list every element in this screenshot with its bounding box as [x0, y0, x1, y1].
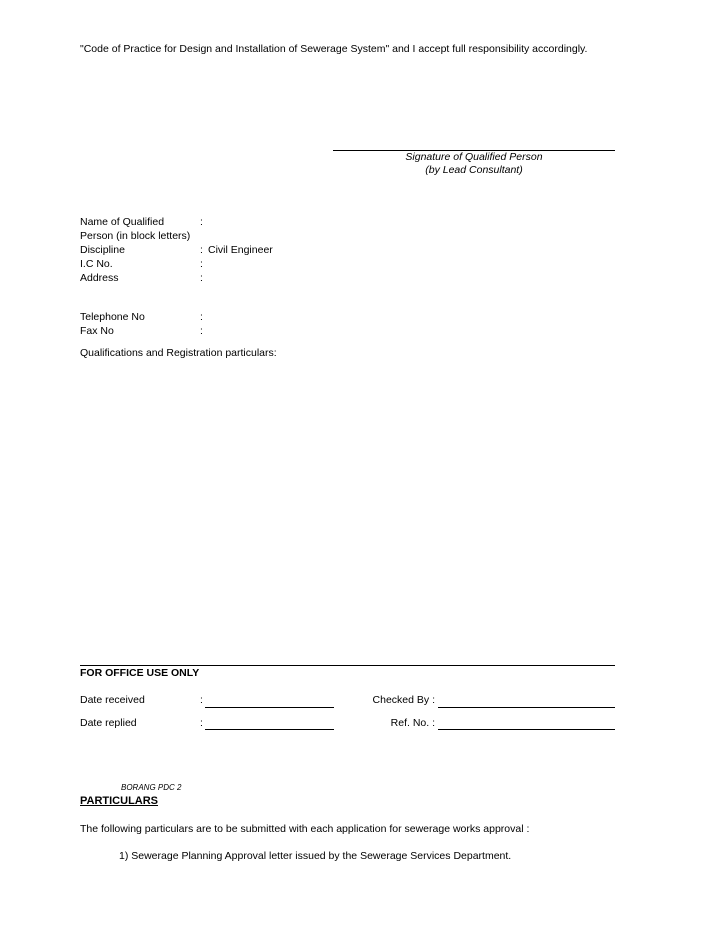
checked-by-label: Checked By : — [372, 694, 435, 706]
particulars-intro: The following particulars are to be submitted with each application for sewerage works approval : — [80, 823, 530, 835]
name-label-continued: Person (in block letters) — [80, 230, 191, 242]
date-replied-field[interactable] — [205, 729, 334, 730]
fax-colon: : — [200, 325, 203, 337]
signature-label: Signature of Qualified Person — [405, 151, 543, 163]
ic-label: I.C No. — [80, 258, 113, 270]
date-received-label: Date received — [80, 694, 145, 706]
date-received-field[interactable] — [205, 707, 334, 708]
telephone-label: Telephone No — [80, 311, 145, 323]
discipline-value: Civil Engineer — [208, 244, 273, 256]
address-colon: : — [200, 272, 203, 284]
ref-no-label: Ref. No. : — [390, 717, 435, 729]
list-item: 1) Sewerage Planning Approval letter issued by the Sewerage Services Department. — [119, 850, 512, 862]
discipline-colon: : — [200, 244, 203, 256]
ic-colon: : — [200, 258, 203, 270]
qualifications-label: Qualifications and Registration particulars: — [80, 347, 277, 359]
telephone-colon: : — [200, 311, 203, 323]
office-heading: FOR OFFICE USE ONLY — [80, 667, 200, 679]
particulars-heading: PARTICULARS — [80, 795, 159, 807]
form-code: BORANG PDC 2 — [121, 783, 182, 792]
date-replied-colon: : — [200, 717, 203, 729]
fax-label: Fax No — [80, 325, 114, 337]
signature-sublabel: (by Lead Consultant) — [425, 164, 523, 176]
declaration-text: "Code of Practice for Design and Installation of Sewerage System" and I accept full responsibility accordingly. — [80, 43, 588, 55]
checked-by-field[interactable] — [438, 707, 615, 708]
date-received-colon: : — [200, 694, 203, 706]
office-divider — [80, 665, 615, 666]
address-label: Address — [80, 272, 119, 284]
name-colon: : — [200, 216, 203, 228]
ref-no-field[interactable] — [438, 729, 615, 730]
discipline-label: Discipline — [80, 244, 125, 256]
date-replied-label: Date replied — [80, 717, 137, 729]
name-label: Name of Qualified — [80, 216, 165, 228]
